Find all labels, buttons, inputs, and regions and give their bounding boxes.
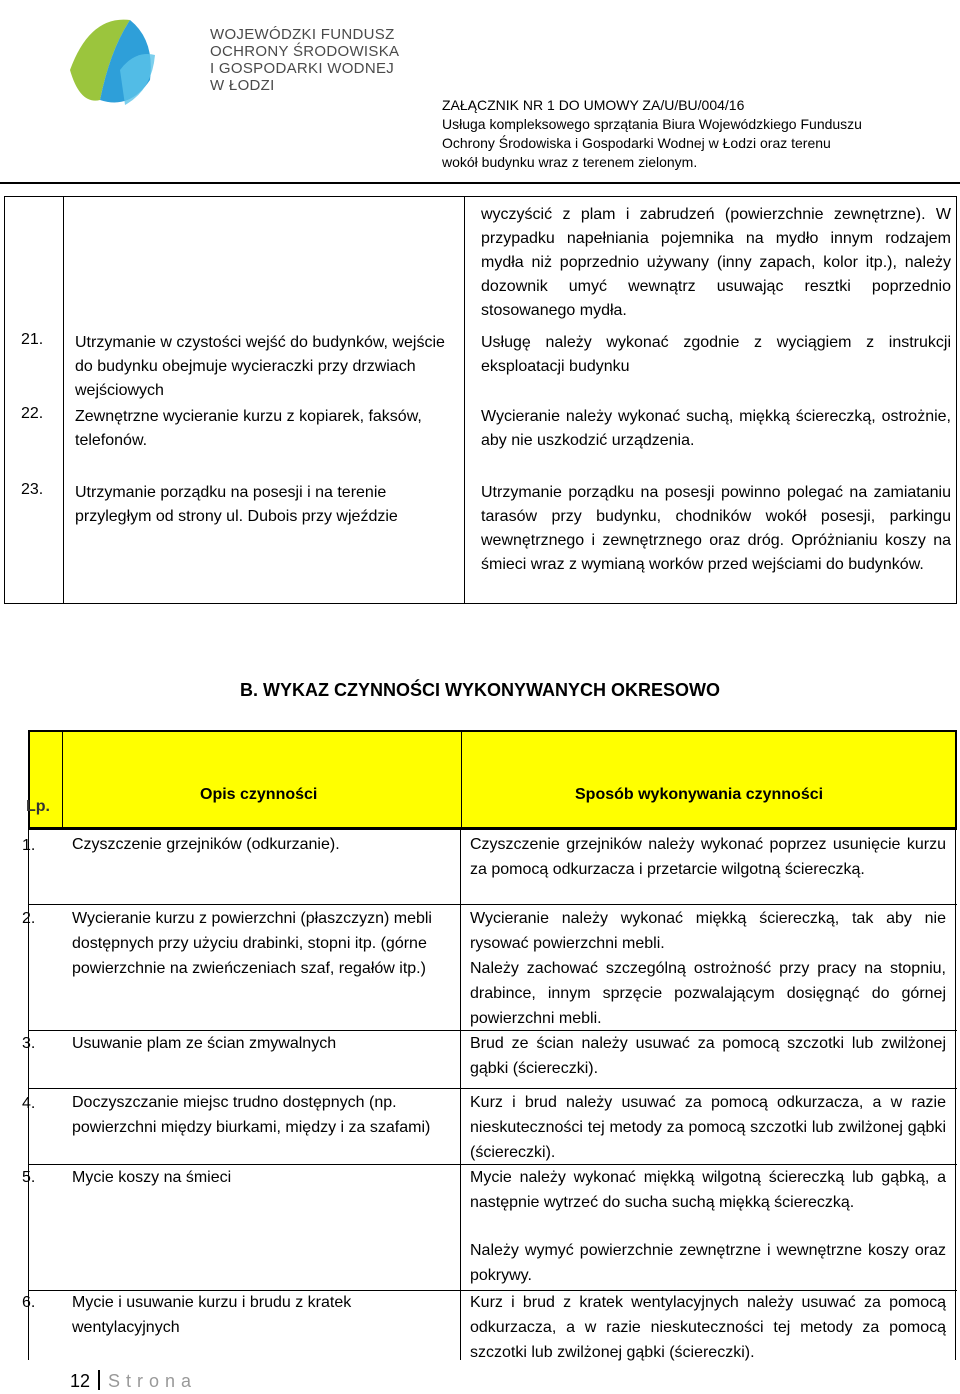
org-line: I GOSPODARKI WODNEJ <box>210 60 395 77</box>
organization-logo <box>60 10 170 110</box>
page-word: Strona <box>108 1371 198 1391</box>
section-title: B. WYKAZ CZYNNOŚCI WYKONYWANYCH OKRESOWO <box>240 680 720 700</box>
row-description: Utrzymanie porządku na posesji i na terenie przyległym od strony ul. Dubois przy wjeździe <box>75 484 398 525</box>
continued-description: wyczyścić z plam i zabrudzeń (powierzchnie zewnętrzne). W przypadku napełniania pojemnika na mydło innym rodzajem mydła niż poprzednio używany (inny zapach, kolor itp.), należy dozownik umyć wewnątrz usuwając resztki poprzednio stosowanego mydła. <box>481 206 951 319</box>
row-method-note: Należy zachować szczególną ostrożność przy pracy na stopniu, drabince, innym sprzęcie pozwalającym dosięgnąć do górnej powierzchni mebli. <box>470 960 946 1027</box>
organization-name <box>210 26 399 94</box>
row-divider <box>28 829 957 830</box>
row-method-note: Należy wymyć powierzchnie zewnętrzne i wewnętrzne koszy oraz pokrywy. <box>470 1242 946 1284</box>
page-number: 12 <box>70 1371 91 1391</box>
column-divider <box>464 197 465 603</box>
column-divider <box>63 197 64 603</box>
row-number: 21. <box>21 331 44 348</box>
header-divider <box>0 182 960 184</box>
header-description: Opis czynności <box>200 786 318 803</box>
row-number: 5. <box>22 1169 36 1186</box>
column-divider <box>461 732 462 827</box>
row-description: Mycie koszy na śmieci <box>72 1169 232 1186</box>
row-method: Usługę należy wykonać zgodnie z wyciągiem z instrukcji eksploatacji budynku <box>481 334 951 375</box>
annex-header <box>442 96 862 172</box>
page-footer <box>70 1370 197 1392</box>
row-description: Czyszczenie grzejników (odkurzanie). <box>72 836 340 853</box>
header-method: Sposób wykonywania czynności <box>575 786 824 803</box>
row-description: Mycie i usuwanie kurzu i brudu z kratek wentylacyjnych <box>72 1294 352 1336</box>
row-number: 3. <box>22 1035 36 1052</box>
table-header <box>28 730 957 829</box>
row-number: 6. <box>22 1294 36 1311</box>
row-method: Mycie należy wykonać miękką wilgotną ściereczką lub gąbką, a następnie wytrzeć do sucha suchą miękką ściereczką. <box>470 1169 946 1211</box>
row-description: Utrzymanie w czystości wejść do budynków, wejście do budynku obejmuje wycieraczki przy drzwiach wejściowych <box>75 334 445 399</box>
row-number: 2. <box>22 910 36 927</box>
annex-line: Ochrony Środowiska i Gospodarki Wodnej w Łodzi oraz terenu <box>442 135 831 151</box>
continuation-table <box>4 196 957 604</box>
org-line: WOJEWÓDZKI FUNDUSZ <box>210 26 395 43</box>
periodic-tasks-table <box>22 730 957 1361</box>
annex-line: wokół budynku wraz z terenem zielonym. <box>442 154 698 170</box>
row-number: 1. <box>22 837 36 854</box>
row-number: 22. <box>21 405 44 422</box>
row-method: Wycieranie należy wykonać miękką ściereczką, tak aby nie rysować powierzchni mebli. <box>470 910 946 952</box>
table-border <box>955 829 956 1360</box>
org-line: OCHRONY ŚRODOWISKA <box>210 43 400 60</box>
org-line: W ŁODZI <box>210 77 275 94</box>
row-method: Brud ze ścian należy usuwać za pomocą szczotki lub zwilżonej gąbki (ściereczki). <box>470 1035 946 1077</box>
row-number: 23. <box>21 481 44 498</box>
row-method: Czyszczenie grzejników należy wykonać poprzez usunięcie kurzu za pomocą odkurzacza i przetarcie wilgotną ściereczką. <box>470 836 946 878</box>
row-description: Wycieranie kurzu z powierzchni (płaszczyzn) mebli dostępnych przy użyciu drabinki, stopni itp. (górne powierzchnie na zwieńczeniach szaf, regałów itp.) <box>72 910 432 977</box>
footer-separator <box>98 1370 100 1390</box>
row-divider <box>28 1088 957 1089</box>
row-method: Wycieranie należy wykonać suchą, miękką ściereczką, ostrożnie, aby nie uszkodzić urządzenia. <box>481 408 951 449</box>
row-description: Zewnętrzne wycieranie kurzu z kopiarek, faksów, telefonów. <box>75 408 422 449</box>
row-method: Kurz i brud z kratek wentylacyjnych należy usuwać za pomocą odkurzacza, a w razie nieskuteczności tej metody za pomocą szczotki lub zwilżonej gąbki (ściereczki). <box>470 1294 946 1361</box>
row-method: Utrzymanie porządku na posesji powinno polegać na zamiataniu tarasów przy budynku, chodników wokół posesji, parkingu wewnętrznego i zewnętrznego oraz dróg. Opróżnianiu koszy na śmieci wraz z wymianą worków przed wejściami do budynków. <box>481 484 951 573</box>
row-description: Usuwanie plam ze ścian zmywalnych <box>72 1035 337 1052</box>
column-divider <box>62 732 63 827</box>
row-divider <box>28 904 957 905</box>
row-method: Kurz i brud należy usuwać za pomocą odkurzacza, a w razie nieskuteczności tej metody za pomocą szczotki lub zwilżonej gąbki (ściereczki). <box>470 1094 946 1161</box>
column-divider <box>460 829 461 1360</box>
row-number: 4. <box>22 1095 36 1112</box>
annex-line: ZAŁĄCZNIK NR 1 DO UMOWY ZA/U/BU/004/16 <box>442 97 745 113</box>
header-lp: Lp. <box>26 798 50 815</box>
row-description: Doczyszczanie miejsc trudno dostępnych (np. powierzchni między biurkami, między i za szafami) <box>72 1094 431 1136</box>
annex-line: Usługa kompleksowego sprzątania Biura Wojewódzkiego Funduszu <box>442 116 862 132</box>
